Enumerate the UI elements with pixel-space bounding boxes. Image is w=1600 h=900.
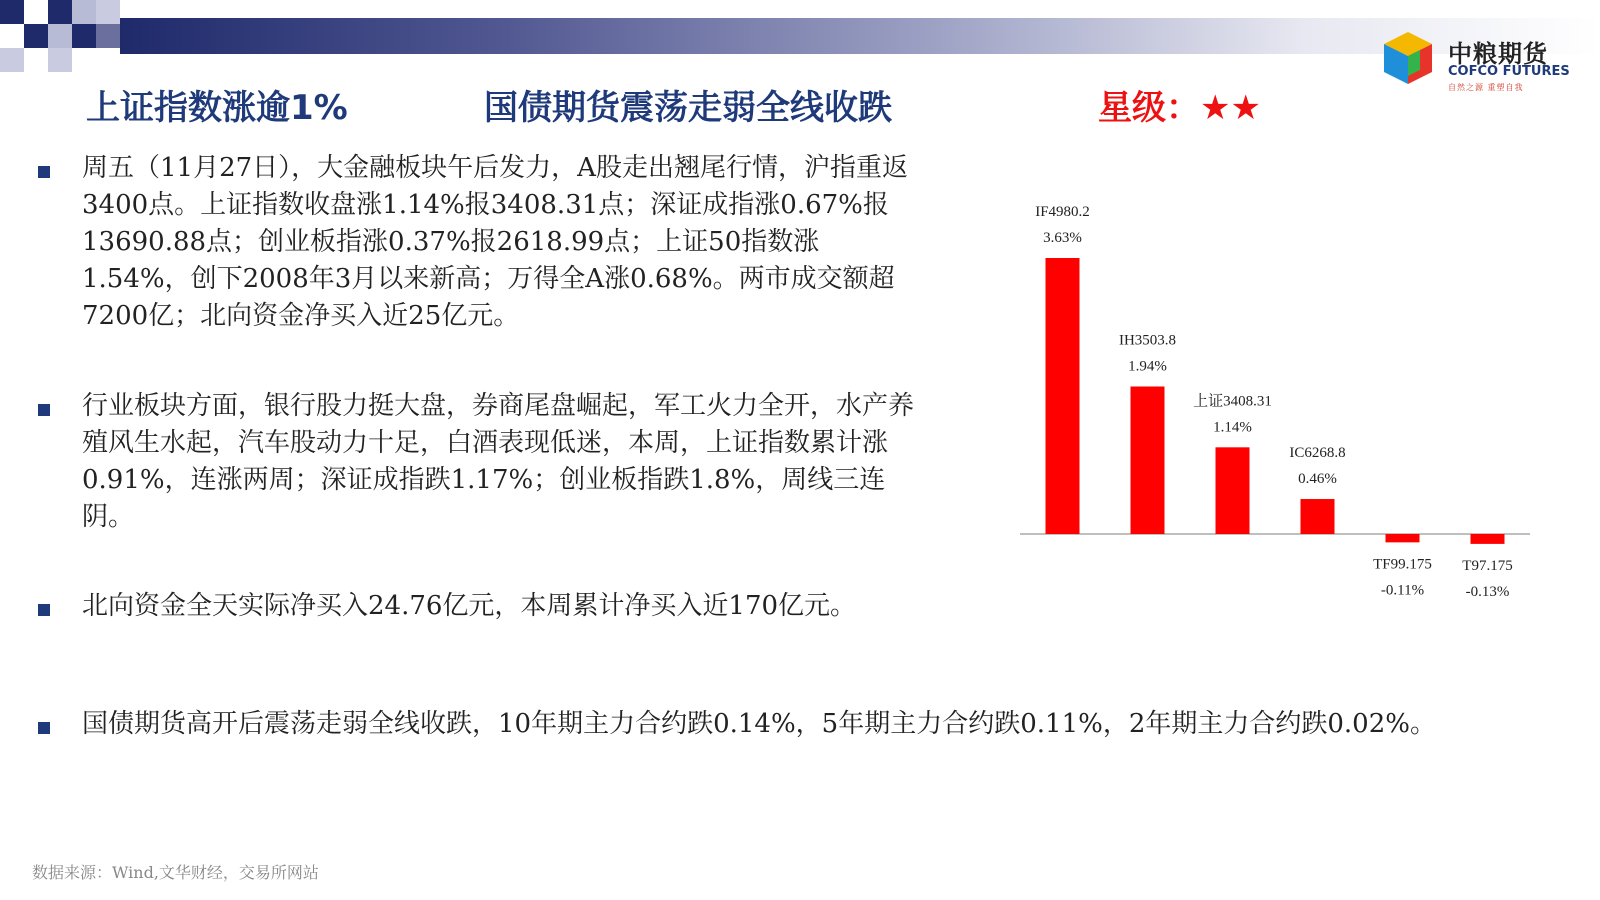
title-center: 国债期货震荡走弱全线收跌 bbox=[484, 88, 892, 128]
bar-3 bbox=[1301, 499, 1335, 534]
bullet-text-market: 周五（11月27日），大金融板块午后发力，A股走出翘尾行情，沪指重返3400点。上证指数收盘涨1.14%报3408.31点；深证成指涨0.67%报13690.88点；创业板指涨0.37%报2618.99点；上证50指数涨1.54%，创下2008年3月以来新高；万得全A涨0.68%。两市成交额超7200亿；北向资金净买入近25亿元。 bbox=[82, 153, 908, 331]
bar-category-label: TF99.175 bbox=[1373, 556, 1432, 573]
rating-stars: ★★ bbox=[1200, 88, 1261, 128]
bullet-text-sectors: 行业板块方面，银行股力挺大盘，券商尾盘崛起，军工火力全开，水产养殖风生水起，汽车股动力十足，白酒表现低迷，本周，上证指数累计涨0.91%，连涨两周；深证成指跌1.17%；创业板指跌1.8%，周线三连阴。 bbox=[82, 391, 915, 532]
bullet-marker bbox=[38, 604, 50, 616]
bar-1 bbox=[1131, 386, 1165, 534]
bar-value-label: 1.94% bbox=[1128, 358, 1167, 375]
bar-2 bbox=[1216, 447, 1250, 534]
data-source: 数据来源：Wind,文华财经，交易所网站 bbox=[32, 863, 319, 882]
futures-change-bar-chart bbox=[1020, 190, 1590, 630]
bullet-marker bbox=[38, 166, 50, 178]
rating bbox=[1098, 80, 1261, 129]
bar-category-label: 上证3408.31 bbox=[1193, 393, 1272, 410]
logo-name-en: COFCO FUTURES bbox=[1448, 64, 1570, 79]
bar-category-label: IC6268.8 bbox=[1289, 445, 1346, 462]
logo-slogan: 自然之源 重塑自我 bbox=[1448, 83, 1524, 92]
bar-category-label: IF4980.2 bbox=[1035, 204, 1090, 220]
bar-value-label: 1.14% bbox=[1213, 419, 1252, 436]
bullet-text-bonds: 国债期货高开后震荡走弱全线收跌，10年期主力合约跌0.14%，5年期主力合约跌0.11%，2年期主力合约跌0.02%。 bbox=[82, 709, 1436, 739]
bar-value-label: -0.11% bbox=[1380, 582, 1425, 599]
title-left: 上证指数涨逾1% bbox=[86, 88, 348, 128]
bar-category-label: IH3503.8 bbox=[1118, 332, 1177, 349]
bar-category-label: T97.175 bbox=[1462, 557, 1513, 574]
bullet-marker bbox=[38, 722, 50, 734]
bar-value-label: 3.63% bbox=[1043, 230, 1082, 246]
bar-4 bbox=[1386, 534, 1420, 542]
bar-0 bbox=[1046, 258, 1080, 534]
bar-value-label: -0.13% bbox=[1465, 583, 1510, 600]
bullet-text-northbound: 北向资金全天实际净买入24.76亿元，本周累计净买入近170亿元。 bbox=[82, 591, 857, 621]
bar-value-label: 0.46% bbox=[1298, 471, 1337, 488]
logo-name-cn: 中粮期货 bbox=[1448, 40, 1548, 68]
cofco-cube-icon bbox=[1380, 30, 1436, 86]
bar-5 bbox=[1471, 534, 1505, 544]
rating-label: 星级： bbox=[1098, 88, 1200, 128]
bullet-marker bbox=[38, 404, 50, 416]
